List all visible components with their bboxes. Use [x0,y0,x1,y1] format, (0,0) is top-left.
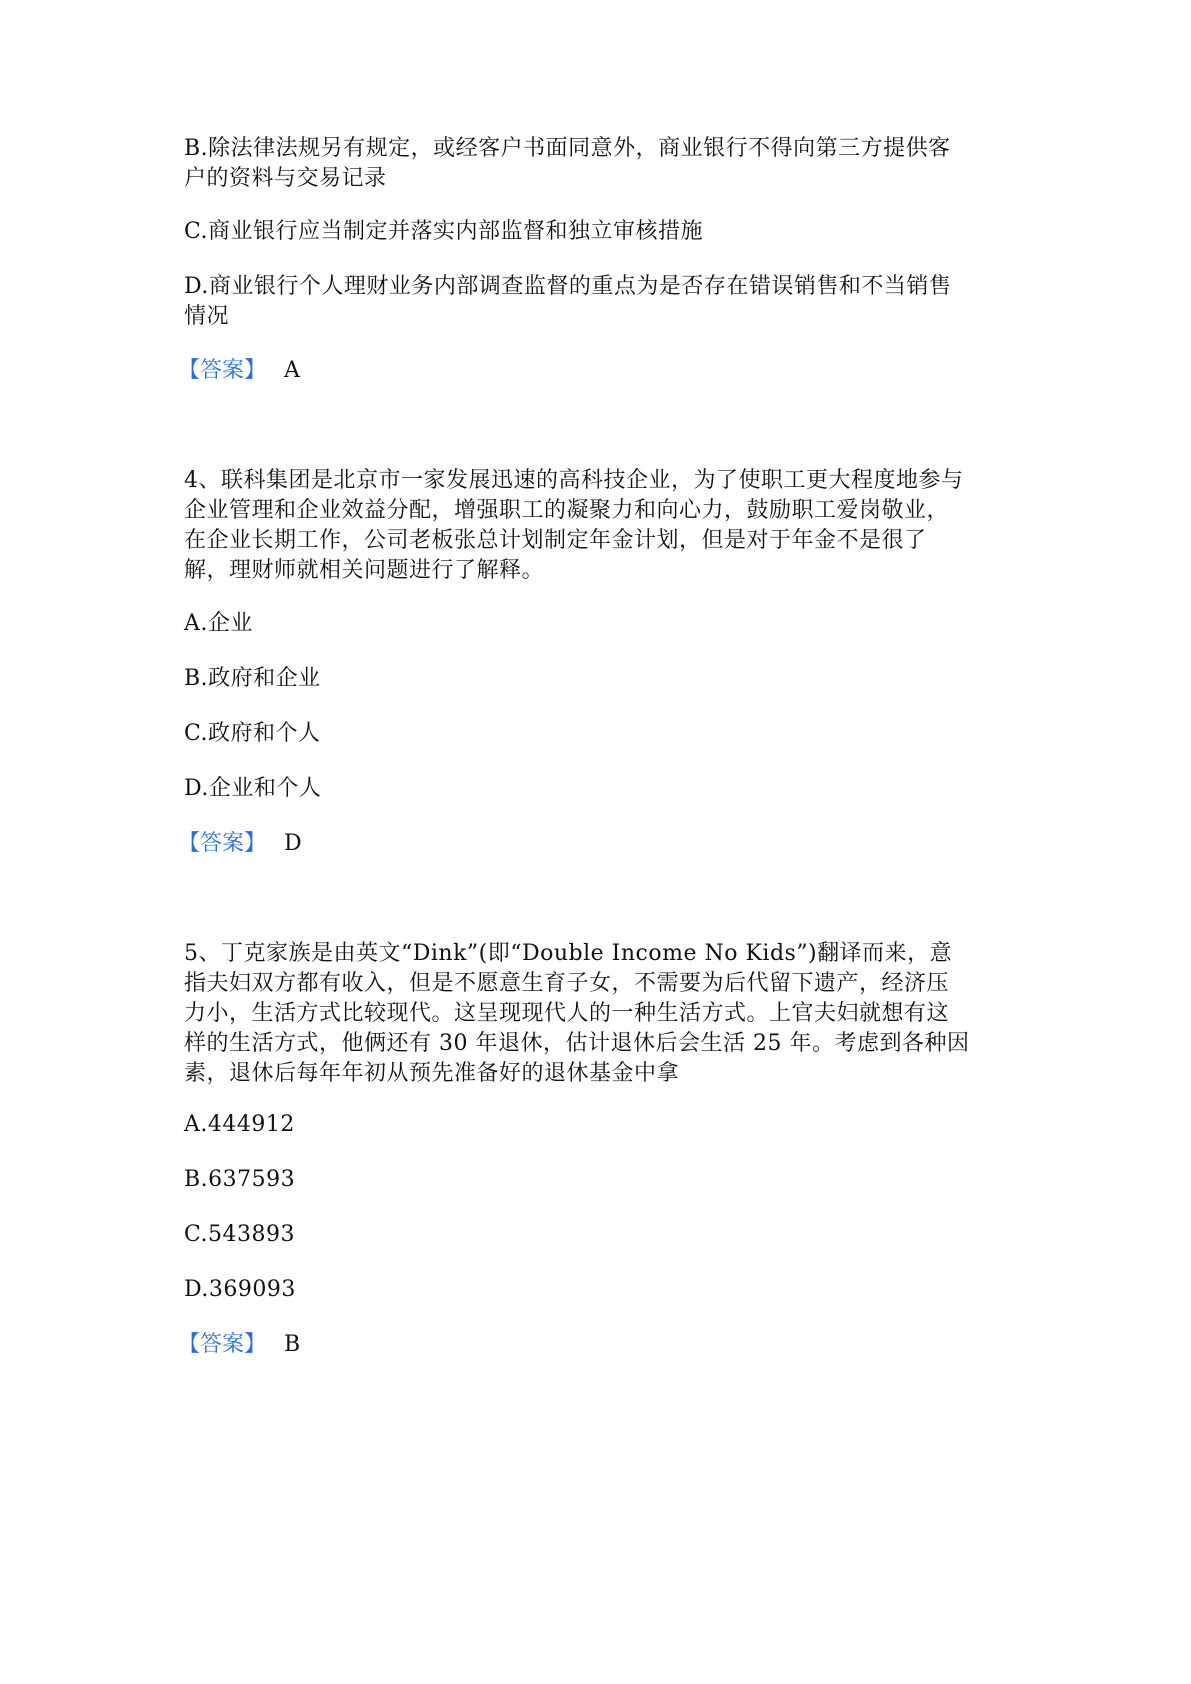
q5-option-a: A.444912 [184,1112,295,1137]
q3-answer-value: A [284,358,300,383]
q5-answer-label: 【答案】 [178,1332,267,1357]
q3-option-d-line2: 情况 [184,304,230,329]
q5-stem-line: 指夫妇双方都有收入，但是不愿意生育子女，不需要为后代留下遗产，经济压 [184,971,950,996]
q5-answer [178,1329,300,1361]
q4-answer-label: 【答案】 [178,831,267,856]
q4-stem-line: 4、联科集团是北京市一家发展迅速的高科技企业，为了使职工更大程度地参与 [184,468,964,493]
q4-stem-line: 在企业长期工作，公司老板张总计划制定年金计划，但是对于年金不是很了 [184,528,927,553]
q3-option-b-line1: B.除法律法规另有规定，或经客户书面同意外，商业银行不得向第三方提供客 [184,136,951,161]
q4-option-b: B.政府和企业 [184,666,321,691]
q4-stem-line: 企业管理和企业效益分配，增强职工的凝聚力和向心力，鼓励职工爱岗敬业， [184,498,950,523]
q3-option-c: C.商业银行应当制定并落实内部监督和独立审核措施 [184,219,704,244]
q5-stem-line: 力小，生活方式比较现代。这呈现现代人的一种生活方式。上官夫妇就想有这 [184,1001,950,1026]
q4-answer [178,828,302,860]
q5-option-d: D.369093 [184,1277,296,1302]
q5-answer-value: B [284,1332,301,1357]
q5-stem-line: 素，退休后每年年初从预先准备好的退休基金中拿 [184,1061,680,1086]
q3-answer-label: 【答案】 [178,358,267,383]
q3-option-b-line2: 户的资料与交易记录 [184,166,387,191]
q4-option-a: A.企业 [184,611,253,636]
q4-answer-value: D [284,831,302,856]
q5-stem-line: 样的生活方式，他俩还有 30 年退休，估计退休后会生活 25 年。考虑到各种因 [184,1031,970,1056]
q5-option-c: C.543893 [184,1222,296,1247]
q4-stem-line: 解，理财师就相关问题进行了解释。 [184,558,545,583]
q3-answer [178,355,300,387]
q5-stem-line: 5、丁克家族是由英文“Dink”(即“Double Income No Kids”)翻译而来，意 [184,941,953,966]
q5-option-b: B.637593 [184,1167,296,1192]
q4-option-c: C.政府和个人 [184,721,321,746]
q4-option-d: D.企业和个人 [184,776,322,801]
q3-option-d-line1: D.商业银行个人理财业务内部调查监督的重点为是否存在错误销售和不当销售 [184,274,952,299]
